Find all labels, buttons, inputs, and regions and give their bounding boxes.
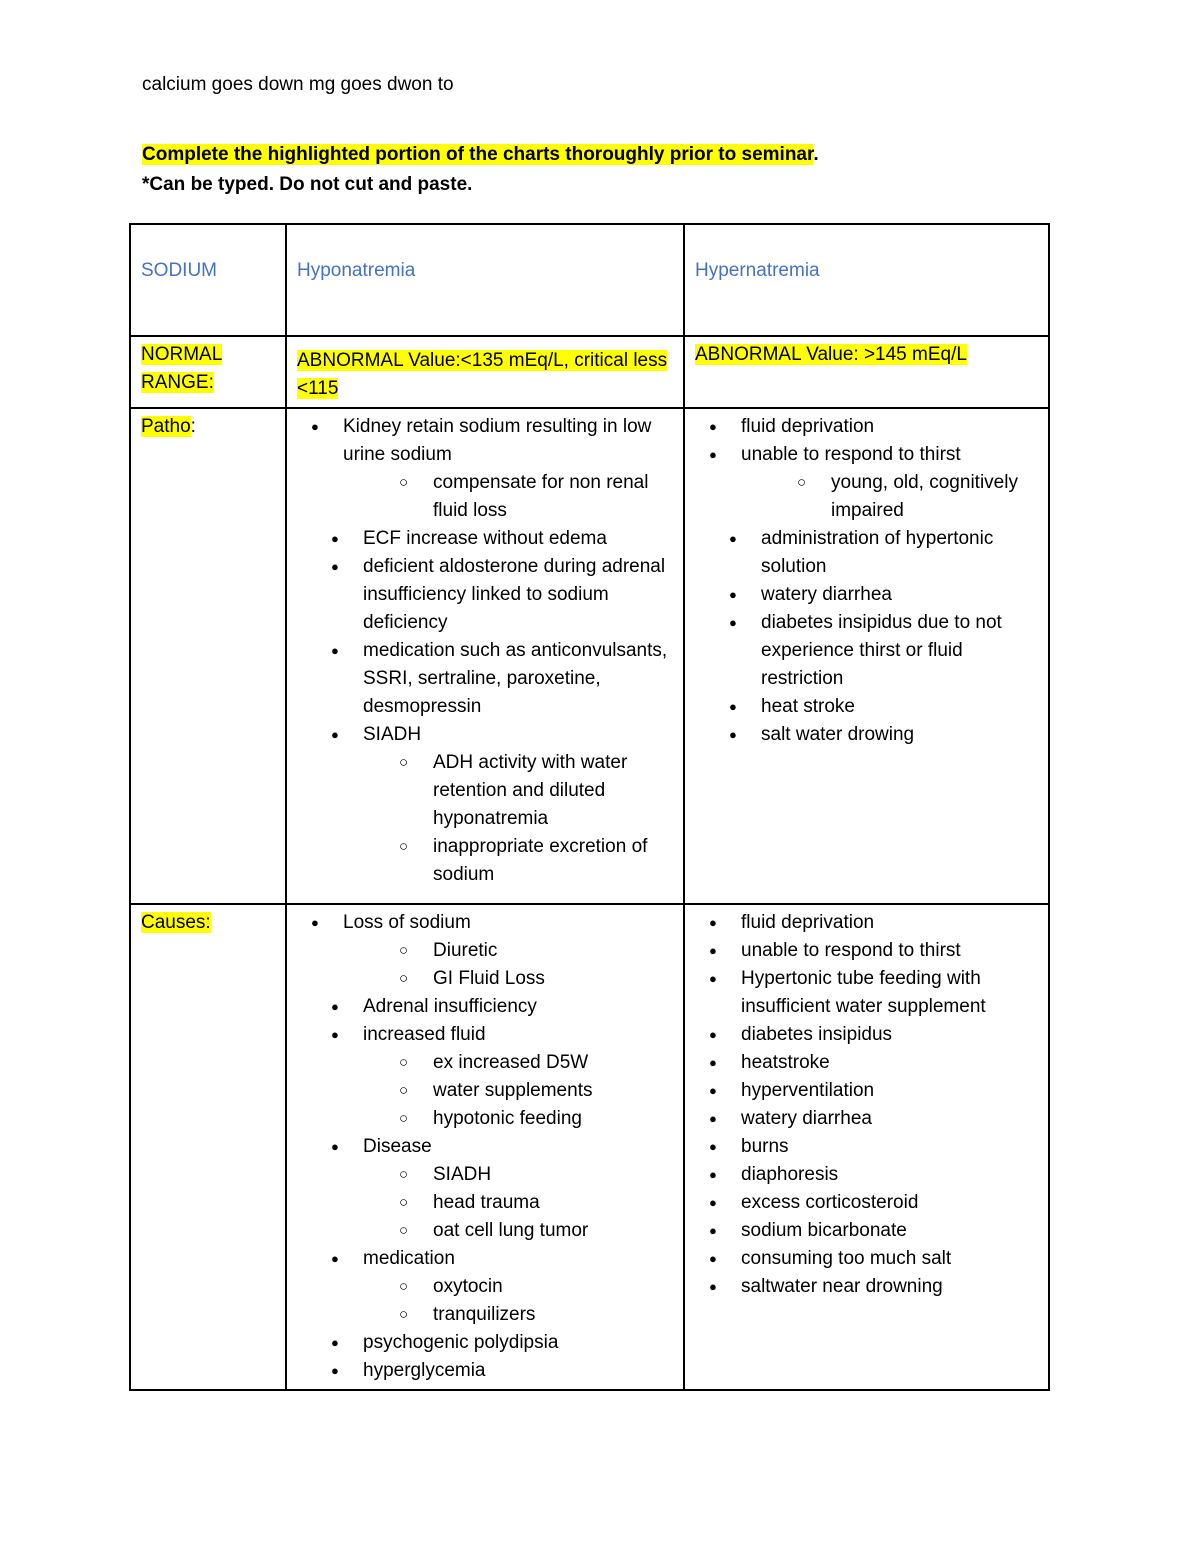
sub-list-item: ○ inappropriate excretion of sodium bbox=[297, 833, 673, 889]
header-hypernatremia: Hypernatremia bbox=[684, 224, 1049, 336]
list-item: ● diabetes insipidus due to not experience thirst or fluid restriction bbox=[695, 609, 1038, 693]
list-item: ● fluid deprivation bbox=[695, 909, 1038, 937]
sub-list-item: ○ head trauma bbox=[297, 1189, 673, 1217]
list-item: ● medication bbox=[297, 1245, 673, 1273]
normal-range-row bbox=[130, 336, 1049, 408]
hypo-causes-list bbox=[297, 909, 673, 1385]
hyper-causes-list bbox=[695, 909, 1038, 1301]
sub-list-item: ○ ex increased D5W bbox=[297, 1049, 673, 1077]
sub-list-item: ○ hypotonic feeding bbox=[297, 1105, 673, 1133]
sub-list-item: ○ compensate for non renal fluid loss bbox=[297, 469, 673, 525]
instruction-highlight: Complete the highlighted portion of the charts thoroughly prior to seminar bbox=[142, 144, 814, 165]
list-item: ● diabetes insipidus bbox=[695, 1021, 1038, 1049]
sub-list-item: ○ oxytocin bbox=[297, 1273, 673, 1301]
sub-list-item: ○ Diuretic bbox=[297, 937, 673, 965]
sub-list-item: ○ tranquilizers bbox=[297, 1301, 673, 1329]
causes-label: Causes: bbox=[141, 912, 211, 933]
list-item: ● diaphoresis bbox=[695, 1161, 1038, 1189]
hypo-causes-cell bbox=[286, 904, 684, 1390]
list-item: ● hyperventilation bbox=[695, 1077, 1038, 1105]
instruction-line-2: *Can be typed. Do not cut and paste. bbox=[142, 174, 473, 195]
header-sodium: SODIUM bbox=[130, 224, 286, 336]
sub-list-item: ○ young, old, cognitively impaired bbox=[695, 469, 1038, 525]
hyper-range-cell bbox=[684, 336, 1049, 408]
list-item: ● consuming too much salt bbox=[695, 1245, 1038, 1273]
list-item: ● burns bbox=[695, 1133, 1038, 1161]
sub-list-item: ○ ADH activity with water retention and diluted hyponatremia bbox=[297, 749, 673, 833]
list-item: ● SIADH bbox=[297, 721, 673, 749]
normal-range-label-cell bbox=[130, 336, 286, 408]
patho-label: Patho bbox=[141, 416, 191, 437]
list-item: ● deficient aldosterone during adrenal insufficiency linked to sodium deficiency bbox=[297, 553, 673, 637]
hyper-causes-cell bbox=[684, 904, 1049, 1390]
list-item: ● saltwater near drowning bbox=[695, 1273, 1038, 1301]
list-item: ● watery diarrhea bbox=[695, 1105, 1038, 1133]
list-item: ● Adrenal insufficiency bbox=[297, 993, 673, 1021]
hypo-range-value: ABNORMAL Value:<135 mEq/L, critical less <115 bbox=[297, 350, 668, 399]
normal-range-label: NORMAL RANGE: bbox=[141, 344, 223, 393]
note-line: calcium goes down mg goes dwon to bbox=[142, 74, 454, 95]
list-item: ● unable to respond to thirst bbox=[695, 441, 1038, 469]
instruction-period: . bbox=[813, 144, 819, 165]
hyper-patho-cell bbox=[684, 408, 1049, 904]
sub-list-item: ○ oat cell lung tumor bbox=[297, 1217, 673, 1245]
list-item: ● administration of hypertonic solution bbox=[695, 525, 1038, 581]
header-row bbox=[130, 224, 1049, 336]
list-item: ● watery diarrhea bbox=[695, 581, 1038, 609]
list-item: ● heat stroke bbox=[695, 693, 1038, 721]
sub-list-item: ○ GI Fluid Loss bbox=[297, 965, 673, 993]
list-item: ● unable to respond to thirst bbox=[695, 937, 1038, 965]
hypo-patho-cell bbox=[286, 408, 684, 904]
header-hyponatremia: Hyponatremia bbox=[286, 224, 684, 336]
hypo-patho-list bbox=[297, 413, 673, 889]
sub-list-item: ○ SIADH bbox=[297, 1161, 673, 1189]
list-item: ● medication such as anticonvulsants, SSRI, sertraline, paroxetine, desmopressin bbox=[297, 637, 673, 721]
list-item: ● sodium bicarbonate bbox=[695, 1217, 1038, 1245]
sub-list-item: ○ water supplements bbox=[297, 1077, 673, 1105]
hyper-range-value: ABNORMAL Value: >145 mEq/L bbox=[695, 344, 967, 365]
causes-label-cell bbox=[130, 904, 286, 1390]
list-item: ● fluid deprivation bbox=[695, 413, 1038, 441]
list-item: ● hyperglycemia bbox=[297, 1357, 673, 1385]
patho-label-colon: : bbox=[190, 416, 196, 437]
patho-row bbox=[130, 408, 1049, 904]
list-item: ● ECF increase without edema bbox=[297, 525, 673, 553]
list-item: ● increased fluid bbox=[297, 1021, 673, 1049]
hypo-range-cell bbox=[286, 336, 684, 408]
list-item: ● salt water drowing bbox=[695, 721, 1038, 749]
patho-label-cell bbox=[130, 408, 286, 904]
list-item: ● excess corticosteroid bbox=[695, 1189, 1038, 1217]
sodium-chart-table bbox=[129, 223, 1050, 1391]
list-item: ● heatstroke bbox=[695, 1049, 1038, 1077]
list-item: ● Hypertonic tube feeding with insufficient water supplement bbox=[695, 965, 1038, 1021]
causes-row bbox=[130, 904, 1049, 1390]
list-item: ● Kidney retain sodium resulting in low urine sodium bbox=[297, 413, 673, 469]
list-item: ● psychogenic polydipsia bbox=[297, 1329, 673, 1357]
list-item: ● Disease bbox=[297, 1133, 673, 1161]
list-item: ● Loss of sodium bbox=[297, 909, 673, 937]
instruction-line-1 bbox=[142, 144, 819, 166]
hyper-patho-list bbox=[695, 413, 1038, 749]
